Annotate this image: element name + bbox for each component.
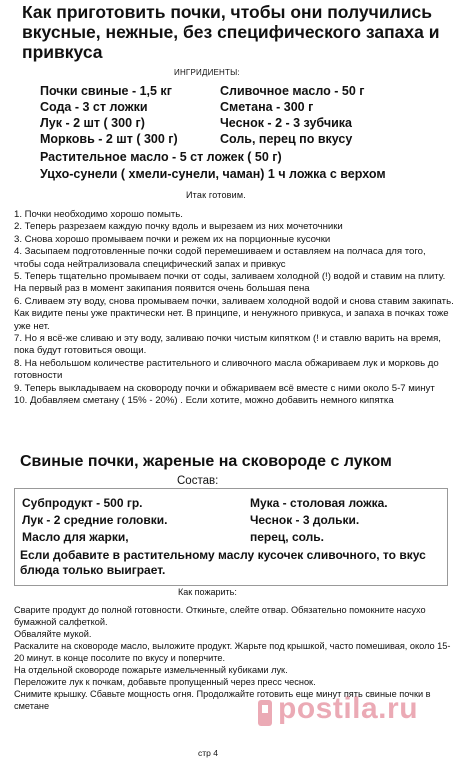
- itak-label: Итак готовим.: [186, 190, 246, 200]
- prep-step-item: Снимите крышку. Сбавьте мощность огня. Продолжайте готовить еще минут пять свиные почки в сметане: [14, 689, 431, 711]
- prep-step-item: Переложите лук к почкам, добавьте пропущенный через пресс чеснок.: [14, 677, 316, 687]
- recipe2-item-right-2: Чеснок - 3 дольки.: [250, 513, 360, 527]
- ingredient-left-3: Лук - 2 шт ( 300 г): [40, 116, 145, 130]
- step-item: 1. Почки необходимо хорошо помыть.: [14, 209, 183, 220]
- ingredient-left-4: Морковь - 2 шт ( 300 г): [40, 132, 178, 146]
- step-item: 7. Но я всё-же сливаю и эту воду, заливаю почки чистым кипятком (! и ставлю варить на время, пока будут готовиться овощи.: [14, 333, 441, 357]
- prep-label: Как пожарить:: [178, 587, 237, 597]
- prep-step-item: Обваляйте мукой.: [14, 629, 92, 639]
- step-item: 9. Теперь выкладываем на сковороду почки и обжариваем всё вместе с ними около 5-7 минут: [14, 382, 435, 394]
- ingredient-left-2: Сода - 3 ст ложки: [40, 100, 148, 114]
- ingredient-left-1: Почки свиные - 1,5 кг: [40, 84, 172, 98]
- recipe1-steps: [14, 209, 454, 408]
- watermark-text: postila.ru: [278, 692, 419, 725]
- recipe2-title: Свиные почки, жареные на сковороде с луком: [20, 453, 392, 470]
- prep-step-item: Раскалите на сковороде масло, выложите продукт. Жарьте под крышкой, часто помешивая, около 15-20 минут. в конце посолите по вкусу и поперчите.: [14, 641, 451, 663]
- ingredient-right-3: Чеснок - 2 - 3 зубчика: [220, 116, 352, 130]
- ingredient-right-2: Сметана - 300 г: [220, 100, 314, 114]
- step-item: 8. На небольшом количестве растительного и сливочного масла обжариваем лук и морковь до готовности: [14, 357, 439, 382]
- recipe2-item-left-1: Субпродукт - 500 гр.: [22, 496, 143, 510]
- ingredient-full-2: Уцхо-сунели ( хмели-сунели, чаман) 1 ч ложка с верхом: [40, 167, 386, 181]
- recipe2-item-right-3: перец, соль.: [250, 530, 325, 544]
- recipe2-note: Если добавите в растительному маслу кусочек сливочного, то вкус блюда только выиграет.: [20, 548, 426, 577]
- step-item: 2. Теперь разрезаем каждую почку вдоль и вырезаем из них мочеточники: [14, 221, 343, 233]
- prep-step-item: Сварите продукт до полной готовности. Откиньте, слейте отвар. Обязательно помокните насухо бумажной салфеткой.: [14, 605, 426, 627]
- ingredients-label: ИНГРИДИЕНТЫ:: [174, 68, 240, 77]
- step-item: 4. Засыпаем подготовленные почки содой перемешиваем и оставляем на полчаса для того, чтобы сода нейтрализовала специфический запах и привкус: [14, 246, 426, 270]
- ingredient-right-4: Соль, перец по вкусу: [220, 132, 353, 146]
- sostav-label: Состав:: [174, 475, 221, 487]
- recipe2-item-right-1: Мука - столовая ложка.: [250, 496, 388, 510]
- ingredient-full-1: Растительное масло - 5 ст ложек ( 50 г): [40, 150, 282, 164]
- recipe1-title: Как приготовить почки, чтобы они получились вкусные, нежные, без специфического запаха и привкуса: [22, 2, 440, 62]
- postila-logo-icon: [256, 698, 274, 728]
- step-item: 5. Теперь тщательно промываем почки от соды, заливаем холодной (!) водой и ставим на плиту. На первый раз в момент закипания появится очень большая пена: [14, 271, 446, 295]
- recipe2-item-left-3: Масло для жарки,: [22, 530, 129, 544]
- watermark: [256, 690, 456, 750]
- step-item: 10. Добавляем сметану ( 15% - 20%) . Если хотите, можно добавить немного кипятка: [14, 395, 394, 407]
- step-item: 6. Сливаем эту воду, снова промываем почки, заливаем холодной водой и снова ставим закипать. Как видите пены уже практически нет. В принципе, и ненужного привкуса, и запаха в почках тоже уже нет.: [14, 295, 454, 332]
- page-number: стр 4: [198, 748, 218, 758]
- recipe2-item-left-2: Лук - 2 средние головки.: [22, 513, 168, 527]
- step-item: 3. Снова хорошо промываем почки и режем их на порционные кусочки: [14, 233, 331, 245]
- ingredient-right-1: Сливочное масло - 50 г: [220, 84, 365, 98]
- prep-step-item: На отдельной сковороде пожарьте измельченный кубиками лук.: [14, 665, 288, 675]
